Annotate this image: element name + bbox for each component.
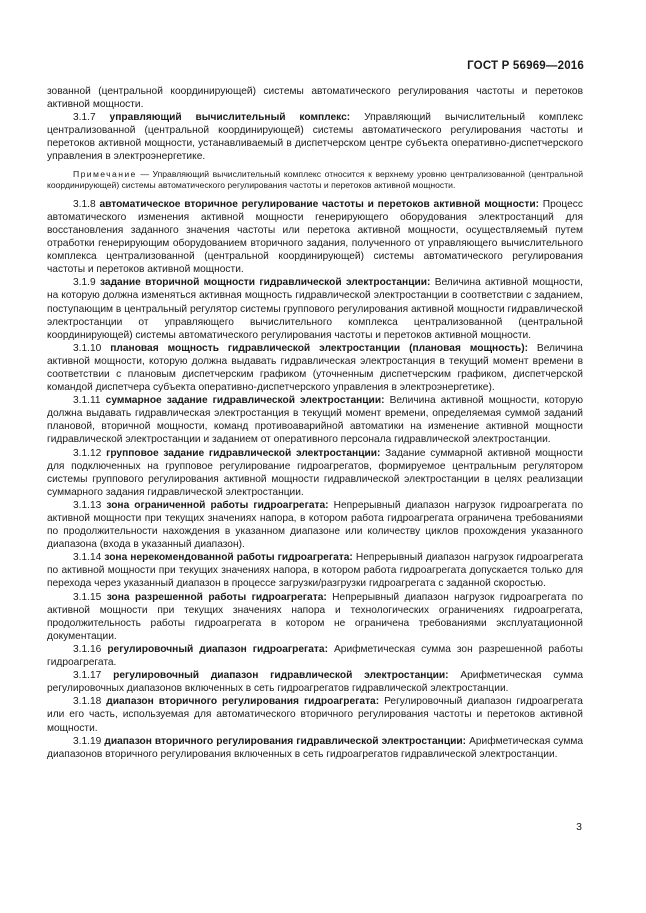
term: групповое задание гидравлической электростанции: (106, 447, 381, 459)
clause-number: 3.1.19 (73, 735, 102, 747)
definition-text: Непрерывный диапазон нагрузок гидроагрегата по активной мощности при текущих значениях напора, в котором работа гидроагрегата ограничена требованиями по продолжительности нахождения в указанном диапазоне или количеству циклов прохождения указанного диапазона (входа в указанный диапазон). (47, 499, 583, 551)
clause-number: 3.1.8 (73, 198, 96, 210)
note (47, 169, 583, 192)
definition-3-1-10 (47, 342, 583, 394)
definition-text: Величина активной мощности, которую должна выдавать гидравлическая электростанция в текущий момент времени в соответствии с плановым диспетчерским графиком (уточненным диспетчерским графиком, диспетчерской командой диспетчера субъекта оперативно-диспетчерского управления в электроэнергетике). (47, 342, 583, 394)
definition-3-1-7 (47, 111, 583, 163)
term: суммарное задание гидравлической электростанции: (105, 395, 385, 407)
clause-number: 3.1.18 (73, 696, 102, 708)
term: автоматическое вторичное регулирование частоты и перетоков активной мощности: (99, 198, 539, 210)
definition-text: Непрерывный диапазон нагрузок гидроагрегата по активной мощности при текущих значениях напора, в котором работа гидроагрегата допускается только для перехода через указанный диапазон в процессе загрузки/разгрузки гидроагрегата с заданной скоростью. (47, 552, 584, 590)
clause-number: 3.1.16 (73, 643, 102, 655)
clause-number: 3.1.15 (73, 591, 102, 603)
definition-3-1-11 (47, 394, 583, 446)
term: диапазон вторичного регулирования гидравлической электростанции: (104, 735, 467, 747)
definition-text: Арифметическая сумма зон разрешенной работы гидроагрегата. (47, 643, 583, 669)
clause-number: 3.1.7 (73, 112, 96, 124)
term: плановая мощность гидравлической электростанции (плановая мощность): (110, 342, 528, 354)
term: регулировочный диапазон гидравлической электростанции: (113, 670, 449, 682)
term: зона ограниченной работы гидроагрегата: (106, 499, 329, 511)
term: задание вторичной мощности гидравлической электростанции: (99, 277, 431, 289)
definition-text: Управляющий вычислительный комплекс централизованной (центральной координирующей) системы автоматического регулирования частоты и перетоков активной мощности, устанавливаемый в диспетчерском центре субъекта оперативно-диспетчерского управления в электроэнергетике. (47, 112, 583, 163)
definition-text: Величина активной мощности, на которую должна изменяться активная мощность гидравлической электростанции в соответствии с заданием, поступающим в центральный регулятор системы группового регулирования активной мощности гидравлической электростанции от управляющего вычислительного комплекса централизованной (центральной координирующей) системы автоматического регулирования частоты и перетоков активной мощности. (47, 277, 583, 341)
definition-3-1-14 (47, 551, 583, 590)
definition-3-1-17 (47, 669, 583, 695)
clause-number: 3.1.14 (73, 552, 102, 564)
term: регулировочный диапазон гидроагрегата: (107, 643, 328, 655)
note-text: — Управляющий вычислительный комплекс относится к верхнему уровню централизованной (центральной координирующей) системы автоматического регулирования частоты и перетоков активной мощности. (47, 168, 584, 191)
definition-3-1-8 (47, 198, 583, 277)
definition-text: Процесс автоматического изменения активной мощности генерирующего оборудования электростанций для восстановления заданного значения частоты или перетока активной мощности, осуществляемый путем отработки генерирующим оборудованием вторичного задания, полученного от управляющего вычислительного комплекса централизованной (центральной координирующей) системы автоматического регулирования частоты и перетоков активной мощности. (47, 198, 583, 276)
document-code: ГОСТ Р 56969—2016 (467, 60, 584, 72)
definition-3-1-9 (47, 276, 583, 341)
definition-text: Непрерывный диапазон нагрузок гидроагрегата по активной мощности при текущих значениях напора и технологических ограничениях гидроагрегата, продолжительность работы гидроагрегата в котором не ограничена требованиями эксплуатационной документации. (47, 591, 583, 642)
clause-number: 3.1.10 (73, 342, 102, 354)
note-label: Примечание (73, 168, 137, 179)
term: зона нерекомендованной работы гидроагрегата: (104, 552, 353, 564)
term: управляющий вычислительный комплекс: (109, 112, 351, 124)
paragraph-continuation: зованной (центральной координирующей) системы автоматического регулирования частоты и перетоков активной мощности. (47, 86, 583, 111)
definition-text: Арифметическая сумма диапазонов вторичного регулирования включенных в сеть гидроагрегатов гидравлической электростанции. (47, 735, 583, 760)
definition-3-1-13 (47, 499, 583, 551)
document-body (47, 85, 583, 761)
clause-number: 3.1.13 (73, 499, 102, 511)
definition-text: Величина активной мощности, которую должна выдавать гидравлическая электростанция в текущий момент времени, определяемая суммой заданий плановой, вторичной мощности, команд противоаварийной автоматики на изменение активной мощности гидравлической электростанции и заданием от оперативного персонала гидравлической электростанции. (47, 395, 583, 446)
definition-3-1-15 (47, 591, 583, 643)
definition-3-1-19 (47, 735, 583, 761)
page-number: 3 (576, 821, 582, 833)
term: диапазон вторичного регулирования гидроагрегата: (106, 696, 380, 708)
clause-number: 3.1.9 (73, 277, 96, 289)
definition-3-1-18 (47, 695, 583, 734)
clause-number: 3.1.17 (73, 670, 102, 682)
definition-text: Задание суммарной активной мощности для подключенных на групповое регулирование гидроагрегатов, формируемое центральным регулятором системы группового регулирования активной мощности гидравлической электростанции в целях реализации суммарного задания гидравлической электростанции. (47, 447, 583, 498)
definition-3-1-12 (47, 447, 583, 499)
definition-3-1-16 (47, 643, 583, 669)
definition-text: Регулировочный диапазон гидроагрегата или его часть, используемая для автоматического вторичного регулирования частоты и перетоков активной мощности. (47, 696, 583, 734)
clause-number: 3.1.12 (73, 447, 102, 459)
term: зона разрешенной работы гидроагрегата: (106, 591, 327, 603)
definition-text: Арифметическая сумма регулировочных диапазонов включенных в сеть гидроагрегатов гидравлической электростанции. (47, 670, 583, 695)
clause-number: 3.1.11 (73, 395, 101, 407)
